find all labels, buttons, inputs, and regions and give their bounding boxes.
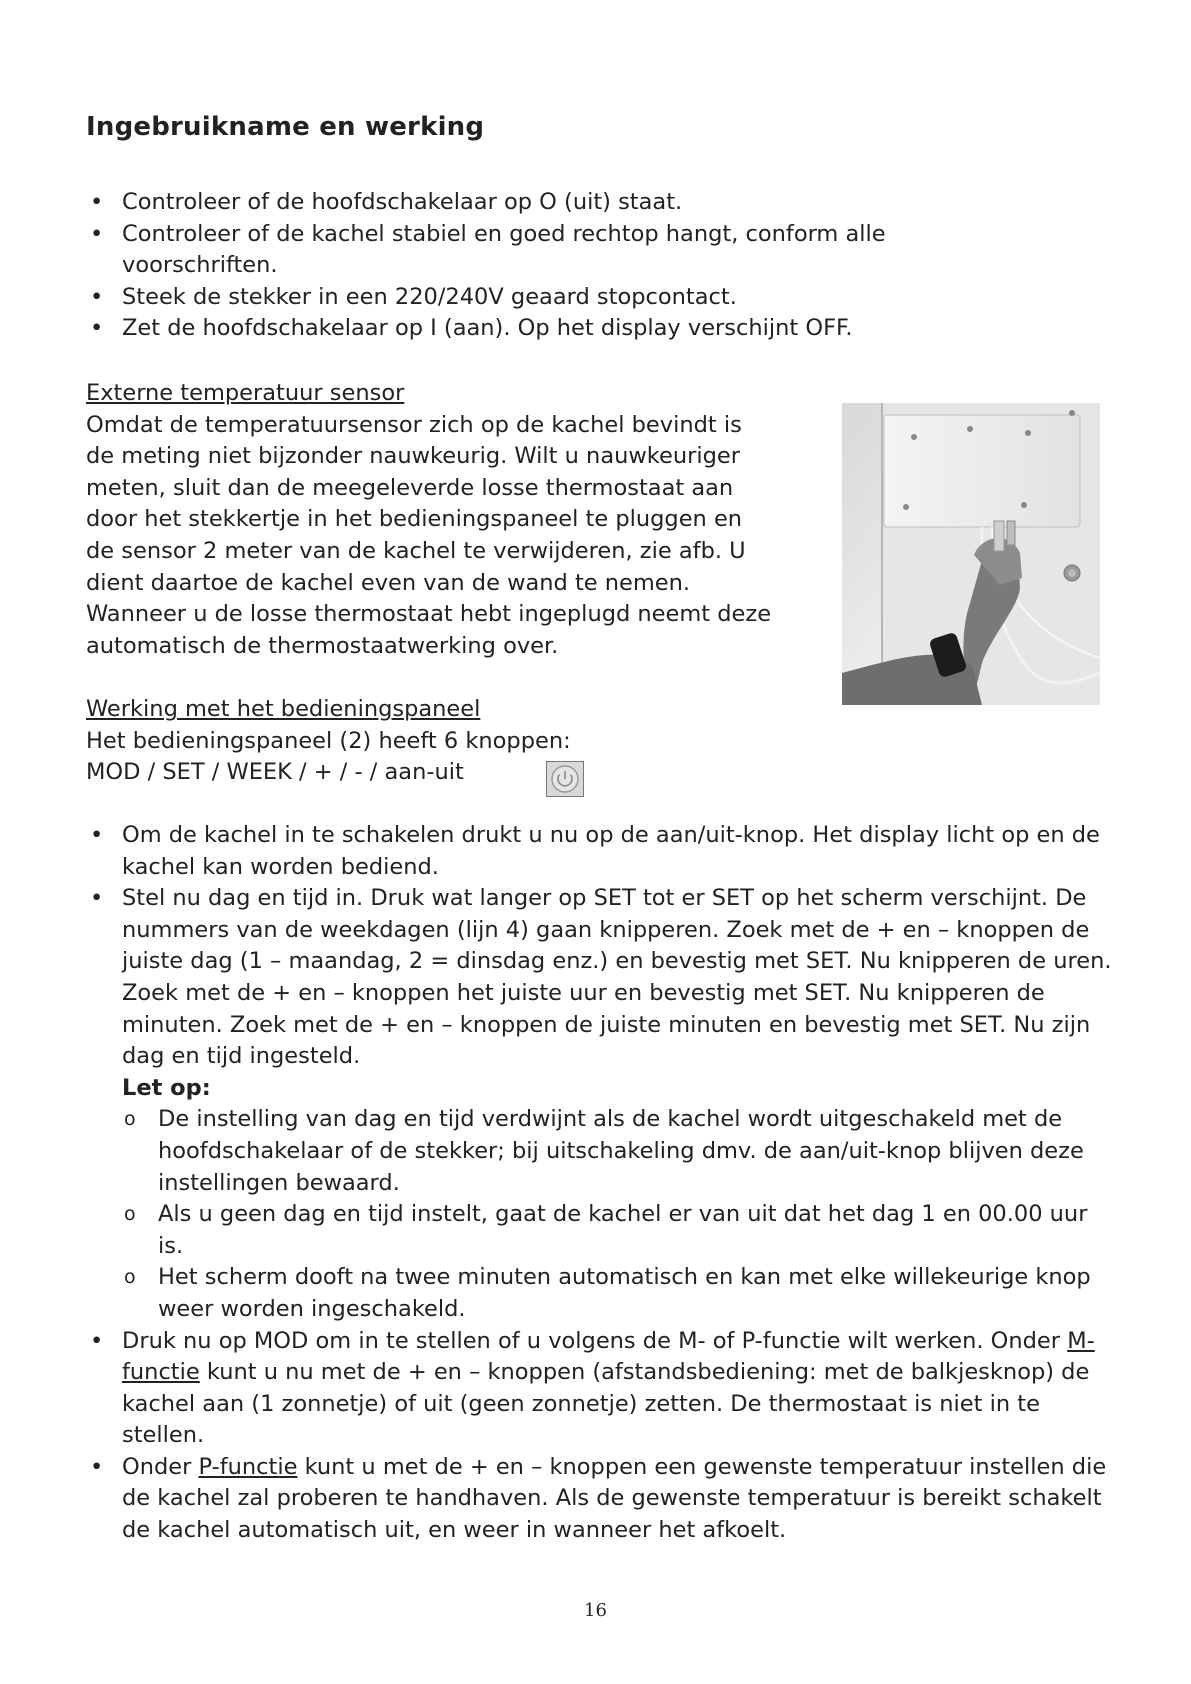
sensor-title: Externe temperatuur sensor	[86, 380, 405, 406]
list-item: • Om de kachel in te schakelen drukt u nu op de aan/uit-knop. Het display licht op en de kachel kan worden bediend.	[86, 820, 1116, 883]
note-item: o Als u geen dag en tijd instelt, gaat de kachel er van uit dat het dag 1 en 00.00 uur is.	[122, 1199, 1116, 1262]
notes-list	[122, 1104, 1116, 1325]
sensor-line: door het stekkertje in het bedieningspaneel te pluggen en	[86, 506, 743, 533]
sensor-line: automatisch de thermostaatwerking over.	[86, 632, 559, 659]
list-item: • Controleer of de kachel stabiel en goed rechtop hangt, conform alle voorschriften.	[86, 219, 982, 282]
sensor-line: meten, sluit dan de meegeleverde losse thermostaat aan	[86, 474, 734, 501]
list-item	[86, 1452, 1116, 1547]
p-text-start: Onder	[122, 1453, 199, 1480]
sensor-line: de meting niet bijzonder nauwkeurig. Wilt u nauwkeuriger	[86, 443, 740, 470]
sensor-line: Omdat de temperatuursensor zich op de kachel bevindt is	[86, 411, 742, 438]
sensor-section	[86, 378, 836, 662]
power-icon	[546, 761, 584, 797]
mode-text-end: kunt u nu met de + en – knoppen (afstandsbediening: met de balkjesknop) de kachel aan (1 zonnetje) of uit (geen zonnetje) zetten. De thermostaat is niet in te stellen.	[122, 1359, 1090, 1449]
panel-description: Het bedieningspaneel (2) heeft 6 knoppen:	[86, 727, 571, 754]
panel-title: Werking met het bedieningspaneel	[86, 696, 481, 722]
list-item: • Controleer of de hoofdschakelaar op O (uit) staat.	[86, 187, 1006, 219]
steps-bullet-list	[86, 820, 1116, 1547]
panel-buttons-list: MOD / SET / WEEK / + / - / aan-uit	[86, 759, 464, 786]
list-item	[86, 883, 1116, 1325]
page-heading: Ingebruikname en werking	[86, 112, 485, 142]
thermostat-photo	[842, 403, 1100, 705]
panel-section	[86, 694, 786, 789]
page-number: 16	[584, 1600, 607, 1621]
set-day-time-text: Stel nu dag en tijd in. Druk wat langer op SET tot er SET op het scherm verschijnt. De nummers van de weekdagen (lijn 4) gaan knipperen. Zoek met de + en – knoppen de juiste dag (1 – maandag, 2 = dinsdag enz.) en bevestig met SET. Nu knipperen de uren. Zoek met de + en – knoppen het juiste uur en bevestig met SET. Nu knipperen de minuten. Zoek met de + en – knoppen de juiste minuten en bevestig met SET. Nu zijn dag en tijd ingesteld.	[122, 885, 1112, 1070]
sensor-line: de sensor 2 meter van de kachel te verwijderen, zie afb. U	[86, 537, 746, 564]
m-function-term: M-functie	[122, 1327, 1095, 1386]
p-function-term: P-functie	[198, 1453, 298, 1480]
note-item: o De instelling van dag en tijd verdwijnt als de kachel wordt uitgeschakeld met de hoofdschakelaar of de stekker; bij uitschakeling dmv. de aan/uit-knop blijven deze instellingen bewaard.	[122, 1104, 1116, 1199]
list-item: • Zet de hoofdschakelaar op I (aan). Op het display verschijnt OFF.	[86, 313, 1006, 345]
intro-bullet-list	[86, 187, 1006, 345]
sensor-line: dient daartoe de kachel even van de wand te nemen.	[86, 569, 691, 596]
note-label: Let op:	[122, 1074, 211, 1101]
mode-text-start: Druk nu op MOD om in te stellen of u volgens de M- of P-functie wilt werken. Onder	[122, 1327, 1068, 1354]
sensor-line: Wanneer u de losse thermostaat hebt ingeplugd neemt deze	[86, 601, 772, 628]
list-item	[86, 1326, 1116, 1452]
note-item: o Het scherm dooft na twee minuten automatisch en kan met elke willekeurige knop weer worden ingeschakeld.	[122, 1262, 1116, 1325]
list-item: • Steek de stekker in een 220/240V geaard stopcontact.	[86, 282, 1006, 314]
p-text-end: kunt u met de + en – knoppen een gewenste temperatuur instellen die de kachel zal proberen te handhaven. Als de gewenste temperatuur is bereikt schakelt de kachel automatisch uit, en weer in wanneer het afkoelt.	[122, 1453, 1107, 1544]
